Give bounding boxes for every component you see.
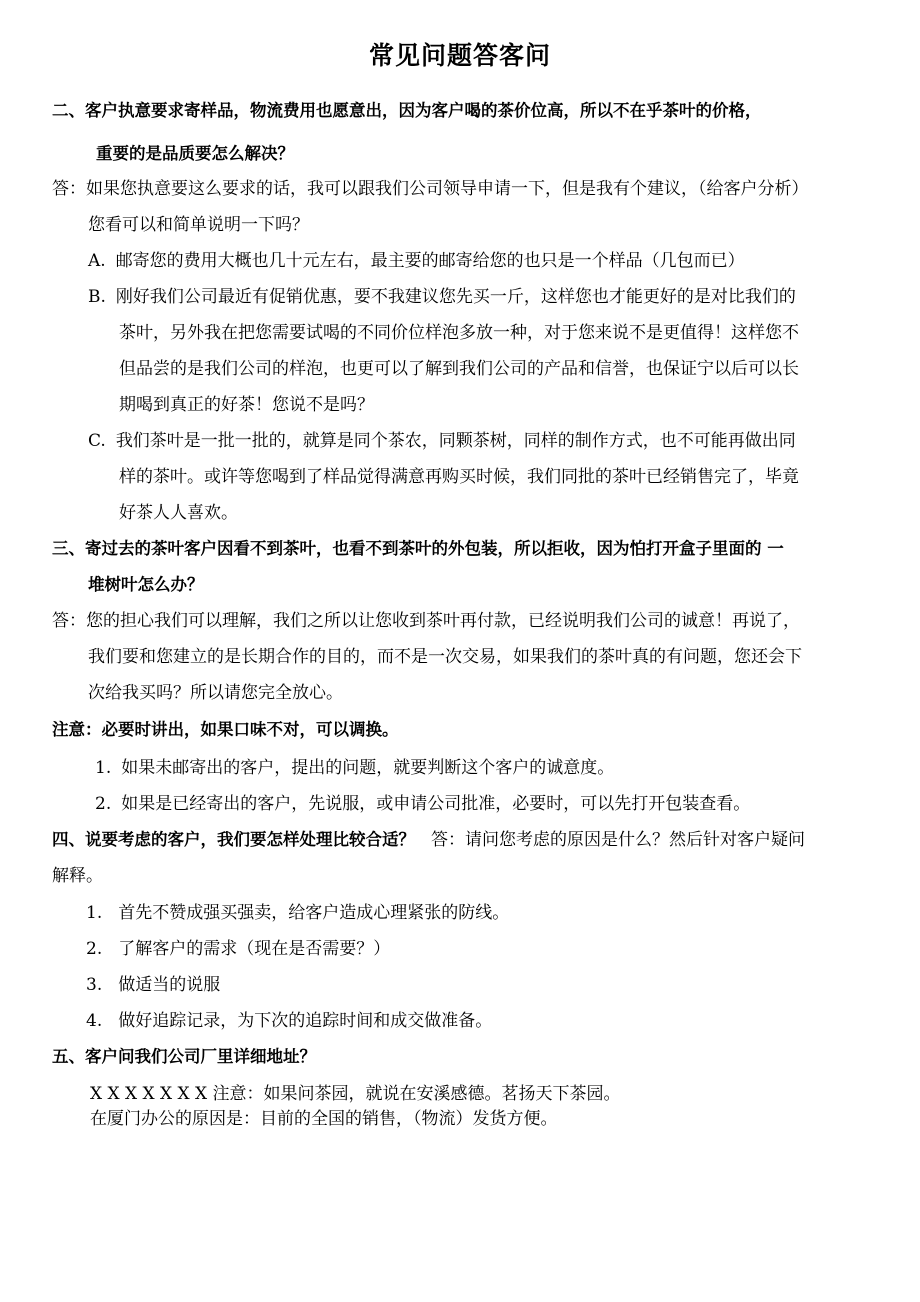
- list-label: B.: [88, 287, 106, 307]
- note-heading: 注意：必要时讲出，如果口味不对，可以调换。: [52, 720, 399, 739]
- list-item: [86, 974, 220, 996]
- list-item: [88, 250, 745, 272]
- answer-3-line-3: 次给我买吗？所以请您完全放心。: [88, 683, 343, 703]
- list-label: 2.: [95, 794, 112, 814]
- answer-4-cont: 解释。: [52, 866, 103, 886]
- answer-4-inline: 答：请问您考虑的原因是什么？然后针对客户疑问: [431, 830, 805, 850]
- answer-2-line-1: 答：如果您执意要这么要求的话，我可以跟我们公司领导申请一下，但是我有个建议，（给客户分析）: [52, 179, 809, 199]
- list-item: [86, 938, 390, 960]
- question-5: 五、客户问我们公司厂里详细地址？: [52, 1047, 316, 1066]
- list-item: [86, 902, 509, 924]
- list-label: 3.: [86, 975, 103, 995]
- list-text: 了解客户的需求（现在是否需要？）: [118, 939, 391, 959]
- question-2-line-1: 二、客户执意要求寄样品，物流费用也愿意出，因为客户喝的茶价位高，所以不在乎茶叶的价格，: [52, 101, 762, 120]
- page-title: 常见问题答客问: [368, 41, 551, 70]
- list-text: 刚好我们公司最近有促销优惠，要不我建议您先买一斤，这样您也才能更好的是对比我们的: [115, 287, 796, 307]
- question-4-line: [52, 829, 805, 851]
- list-item: [95, 757, 614, 779]
- list-label: 4.: [86, 1011, 103, 1031]
- list-text-cont: 茶叶，另外我在把您需要试喝的不同价位样泡多放一种，对于您来说不是更值得！这样您不: [119, 323, 799, 343]
- list-item: [88, 430, 796, 452]
- question-2-line-2: 重要的是品质要怎么解决？: [96, 144, 294, 163]
- answer-5-line-2: 在厦门办公的原因是：目前的全国的销售，（物流）发货方便。: [90, 1109, 558, 1129]
- list-label: 1.: [95, 758, 112, 778]
- list-text: 做好追踪记录，为下次的追踪时间和成交做准备。: [118, 1011, 493, 1031]
- list-text-cont: 期喝到真正的好茶！您说不是吗？: [119, 395, 374, 415]
- answer-3-line-1: 答：您的担心我们可以理解，我们之所以让您收到茶叶再付款，已经说明我们公司的诚意！再说了，: [52, 611, 800, 631]
- list-text: 邮寄您的费用大概也几十元左右，最主要的邮寄给您的也只是一个样品（几包而已）: [115, 251, 745, 271]
- list-text-cont: 好茶人人喜欢。: [119, 503, 238, 523]
- list-text-cont: 但品尝的是我们公司的样泡，也更可以了解到我们公司的产品和信誉，也保证宁以后可以长: [119, 359, 799, 379]
- list-item: [88, 286, 796, 308]
- list-item: [95, 793, 750, 815]
- answer-3-line-2: 我们要和您建立的是长期合作的目的，而不是一次交易，如果我们的茶叶真的有问题，您还会下: [88, 647, 802, 667]
- list-text: 首先不赞成强买强卖，给客户造成心理紧张的防线。: [118, 903, 510, 923]
- question-3-line-2: 堆树叶怎么办？: [88, 575, 204, 594]
- list-text: 如果未邮寄出的客户，提出的问题，就要判断这个客户的诚意度。: [121, 758, 615, 778]
- list-label: 1.: [86, 903, 103, 923]
- list-label: 2.: [86, 939, 103, 959]
- question-3-line-1: 三、寄过去的茶叶客户因看不到茶叶，也看不到茶叶的外包装，所以拒收，因为怕打开盒子里面的 一: [52, 539, 784, 558]
- list-text: 做适当的说服: [118, 975, 221, 995]
- list-label: A.: [88, 251, 106, 271]
- list-text-cont: 样的茶叶。或许等您喝到了样品觉得满意再购买时候，我们同批的茶叶已经销售完了，毕竟: [119, 467, 799, 487]
- list-text: 我们茶叶是一批一批的，就算是同个茶农，同颗茶树，同样的制作方式，也不可能再做出同: [115, 431, 796, 451]
- question-4: 四、说要考虑的客户，我们要怎样处理比较合适？: [52, 830, 415, 849]
- answer-5-line-1: X X X X X X X 注意：如果问茶园，就说在安溪感德。茗扬天下茶园。: [90, 1084, 621, 1104]
- list-label: C.: [88, 431, 106, 451]
- list-text: 如果是已经寄出的客户，先说服，或申请公司批准，必要时，可以先打开包装查看。: [121, 794, 751, 814]
- list-item: [86, 1010, 492, 1032]
- answer-2-line-2: 您看可以和简单说明一下吗？: [88, 215, 309, 235]
